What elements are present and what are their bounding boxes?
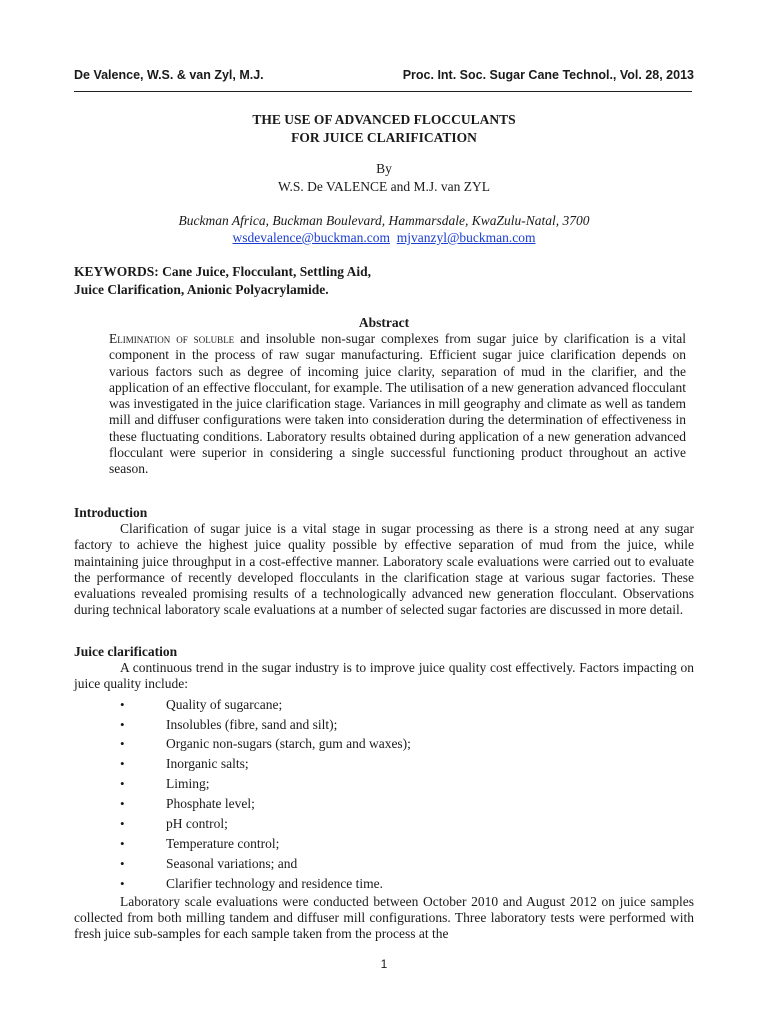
list-item: • Temperature control; [74,834,694,854]
paper-title [74,111,694,147]
list-item: • Insolubles (fibre, sand and silt); [74,715,694,735]
page-number: 1 [380,957,388,971]
list-item: • Organic non-sugars (starch, gum and waxes); [74,734,694,754]
byline [74,160,694,196]
list-item: • Seasonal variations; and [74,854,694,874]
header-authors: De Valence, W.S. & van Zyl, M.J. [74,68,264,82]
list-item: • Clarifier technology and residence time. [74,874,694,894]
evaluation-paragraph: Laboratory scale evaluations were conducted between October 2010 and August 2012 on juice samples collected from both milling tandem and diffuser mill configurations. Three laboratory tests were performed with fresh juice sub-samples for each sample taken from the process at the [74,893,694,942]
keywords [74,263,694,298]
header-rule [74,91,692,92]
abstract-heading: Abstract [358,315,410,330]
affiliation-block [74,212,694,246]
title-line-2: FOR JUICE CLARIFICATION [291,130,477,145]
list-item: • Inorganic salts; [74,754,694,774]
title-line-1: THE USE OF ADVANCED FLOCCULANTS [252,112,516,127]
abstract-lead: Elimination of soluble [109,331,235,346]
list-item: • Liming; [74,774,694,794]
email-link-1[interactable]: wsdevalence@buckman.com [232,230,390,245]
affiliation: Buckman Africa, Buckman Boulevard, Hammarsdale, KwaZulu-Natal, 3700 [178,213,590,228]
introduction-section [74,504,694,619]
juice-clarification-paragraph: A continuous trend in the sugar industry is to improve juice quality cost effectively. Factors impacting on juice quality include: [74,660,694,692]
list-item: • Quality of sugarcane; [74,695,694,715]
abstract-text [109,331,686,478]
introduction-heading: Introduction [74,505,148,520]
abstract-body: and insoluble non-sugar complexes from sugar juice by clarification is a vital component in the process of raw sugar manufacturing. Efficient sugar juice clarification depends on various factors such as degree of incoming juice clarity, separation of mud in the clarifier, and the application of an effective flocculant, for example. The utilisation of a new generation advanced flocculant was investigated in the juice clarification stage. Variances in mill geography and climate as well as tandem mill and diffuser configurations were taken into consideration during the determination of effectiveness in these fluctuating conditions. Laboratory results obtained during application of a new generation advanced flocculant were superior in considering a single successful functioning product throughout an active season. [109,331,686,477]
juice-clarification-section [74,643,694,943]
keywords-line-1: KEYWORDS: Cane Juice, Flocculant, Settling Aid, [74,264,372,279]
list-item: • Phosphate level; [74,794,694,814]
factors-list [74,695,694,894]
list-item: • pH control; [74,814,694,834]
email-link-2[interactable]: mjvanzyl@buckman.com [396,230,536,245]
keywords-line-2: Juice Clarification, Anionic Polyacrylamide. [74,281,329,297]
introduction-paragraph: Clarification of sugar juice is a vital stage in sugar processing as there is a strong need at any sugar factory to achieve the highest juice quality possible by effective separation of mud from the juice, while maintaining juice throughput in a cost-effective manner. Laboratory scale evaluations were carried out to evaluate the performance of recently developed flocculants in the clarification stage at various sugar factories. These evaluations revealed promising results of a technologically advanced new generation flocculant. Observations during technical laboratory scale evaluations at a number of selected sugar factories are discussed in more detail. [74,521,694,618]
by-label: By [376,161,392,176]
author-names: W.S. De VALENCE and M.J. van ZYL [278,179,490,194]
header-journal: Proc. Int. Soc. Sugar Cane Technol., Vol. 28, 2013 [402,68,694,82]
juice-clarification-heading: Juice clarification [74,644,178,659]
running-header [74,68,694,82]
